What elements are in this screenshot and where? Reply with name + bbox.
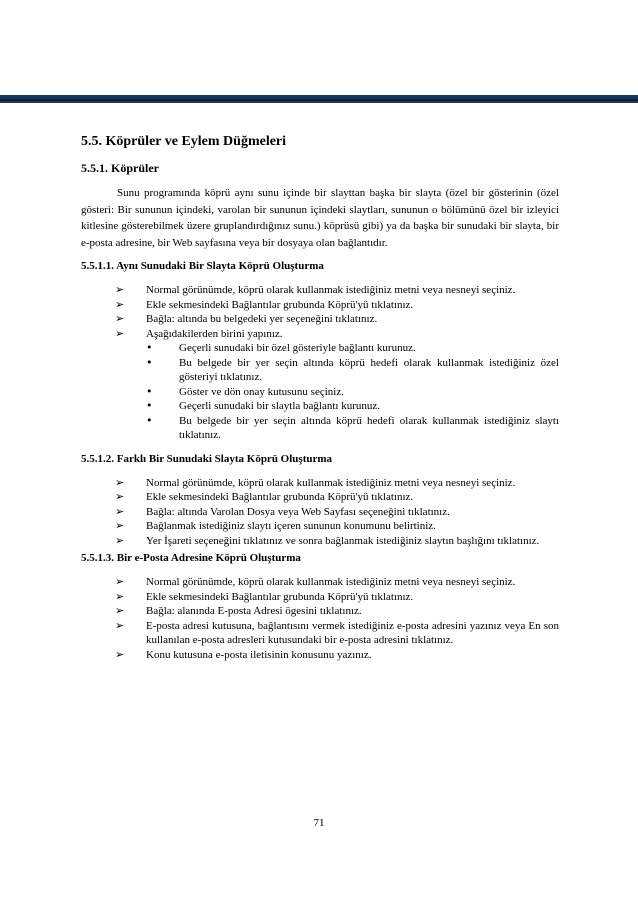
section2-title: 5.5.1.2. Farklı Bir Sunudaki Slayta Köprü Oluşturma [81,452,333,465]
list-item-text: Bağlanmak istediğiniz slaytı içeren sununun konumunu belirtiniz. [146,520,436,532]
arrow-bullet-icon: ➢ [115,504,125,518]
arrow-bullet-icon: ➢ [115,283,125,296]
list-item [81,312,559,327]
section3-title: 5.5.1.3. Bir e-Posta Adresine Köprü Oluşturma [81,552,301,564]
arrow-bullet-icon: ➢ [115,575,125,588]
list-item-text: Konu kutusuna e-posta iletisinin konusunu yazınız. [146,648,372,661]
arrow-bullet-icon: ➢ [115,475,125,489]
dot-bullet-icon: • [146,413,153,427]
list-item-text: Ekle sekmesindeki Bağlantılar grubunda Köprü'yü tıklatınız. [146,298,414,311]
arrow-bullet-icon: ➢ [115,647,125,661]
section1-substeps [146,341,559,443]
arrow-bullet-icon: ➢ [115,533,125,547]
sub-list-item [146,341,559,356]
arrow-bullet-icon: ➢ [115,312,125,325]
section2-steps [81,476,559,549]
arrow-bullet-icon: ➢ [115,589,125,603]
list-item [81,575,559,590]
sub-list-item [146,385,559,400]
section-heading: 5.5. Köprüler ve Eylem Düğmeleri [81,134,287,149]
arrow-bullet-icon: ➢ [115,490,125,503]
dot-bullet-icon: • [146,341,153,354]
list-item-text: Normal görünümde, köprü olarak kullanmak istediğiniz metni veya nesneyi seçiniz. [146,476,516,489]
dot-bullet-icon: • [146,355,153,369]
list-item [81,534,559,549]
list-item [81,619,559,648]
list-item [81,604,559,619]
sub-list-item-text: Geçerli sunudaki bir slaytla bağlantı kurunuz. [179,400,380,412]
subsection-heading: 5.5.1. Köprüler [81,161,159,175]
sub-list-item [146,356,559,385]
list-item [81,648,559,663]
list-item [81,476,559,491]
dot-bullet-icon: • [146,384,153,398]
sub-list-item-text: Göster ve dön onay kutusunu seçiniz. [179,385,344,398]
list-item [81,590,559,605]
section1-steps [81,283,559,443]
list-item-text: Normal görünümde, köprü olarak kullanmak istediğiniz metni veya nesneyi seçiniz. [146,284,516,296]
arrow-bullet-icon: ➢ [115,618,125,632]
section1-title: 5.5.1.1. Aynı Sunudaki Bir Slayta Köprü Oluşturma [81,260,324,272]
arrow-bullet-icon: ➢ [115,604,125,617]
list-item-text: Bağla: altında bu belgedeki yer seçeneğini tıklatınız. [146,313,378,325]
dot-bullet-icon: • [146,399,153,412]
sub-list-item-text: Bu belgede bir yer seçin altında köprü hedefi olarak kullanmak istediğiniz slaytı tıklatınız. [179,414,559,441]
page-number: 71 [313,817,325,829]
sub-list-item [146,414,559,443]
arrow-bullet-icon: ➢ [115,519,125,532]
intro-paragraph: Sunu programında köprü aynı sunu içinde bir slayttan başka bir slayta (özel bir gösterinin (özel gösteri: Bir sununun içindeki, varolan bir sununun içindeki slaytları, sununun o bölümünü özel bir izleyici kitlesine gösterebilmek üzere gruplandırdığınız sunu.) köprüsü gibi) ya da başka bir sunudaki bir slayta, bir e-posta adresine, bir Web sayfasına veya bir dosyaya olan bağlantıdır. [81,187,559,249]
list-item [81,298,559,313]
sub-list-item-text: Geçerli sunudaki bir özel gösteriyle bağlantı kurunuz. [179,342,416,354]
sub-list-item-text: Bu belgede bir yer seçin altında köprü hedefi olarak kullanmak istediğiniz özel gösteriyi tıklatınız. [179,356,559,383]
header-rule-line [0,99,638,101]
list-item [81,505,559,520]
list-item-text: Ekle sekmesindeki Bağlantılar grubunda Köprü'yü tıklatınız. [146,491,414,503]
page-content [81,133,559,672]
list-item [81,519,559,534]
list-item-text: E-posta adresi kutusuna, bağlantısını vermek istediğiniz e-posta adresini yazınız veya En son kullanılan e-posta adresleri kutusundaki bir e-posta adresini tıklatınız. [146,619,559,646]
arrow-bullet-icon: ➢ [115,326,125,340]
list-item-text: Yer İşareti seçeneğini tıklatınız ve sonra bağlanmak istediğiniz slaytın başlığını tıklatınız. [146,534,540,547]
sub-list-item [146,399,559,414]
list-item-text: Aşağıdakilerden birini yapınız. [146,327,283,340]
list-item-text: Bağla: alanında E-posta Adresi ögesini tıklatınız. [146,605,362,617]
arrow-bullet-icon: ➢ [115,297,125,311]
list-item [81,283,559,298]
section3-steps [81,575,559,662]
list-item-text: Bağla: altında Varolan Dosya veya Web Sayfası seçeneğini tıklatınız. [146,505,450,518]
list-item-text: Normal görünümde, köprü olarak kullanmak istediğiniz metni veya nesneyi seçiniz. [146,576,516,588]
list-item [81,490,559,505]
list-item-text: Ekle sekmesindeki Bağlantılar grubunda Köprü'yü tıklatınız. [146,590,414,603]
list-item [81,327,559,443]
